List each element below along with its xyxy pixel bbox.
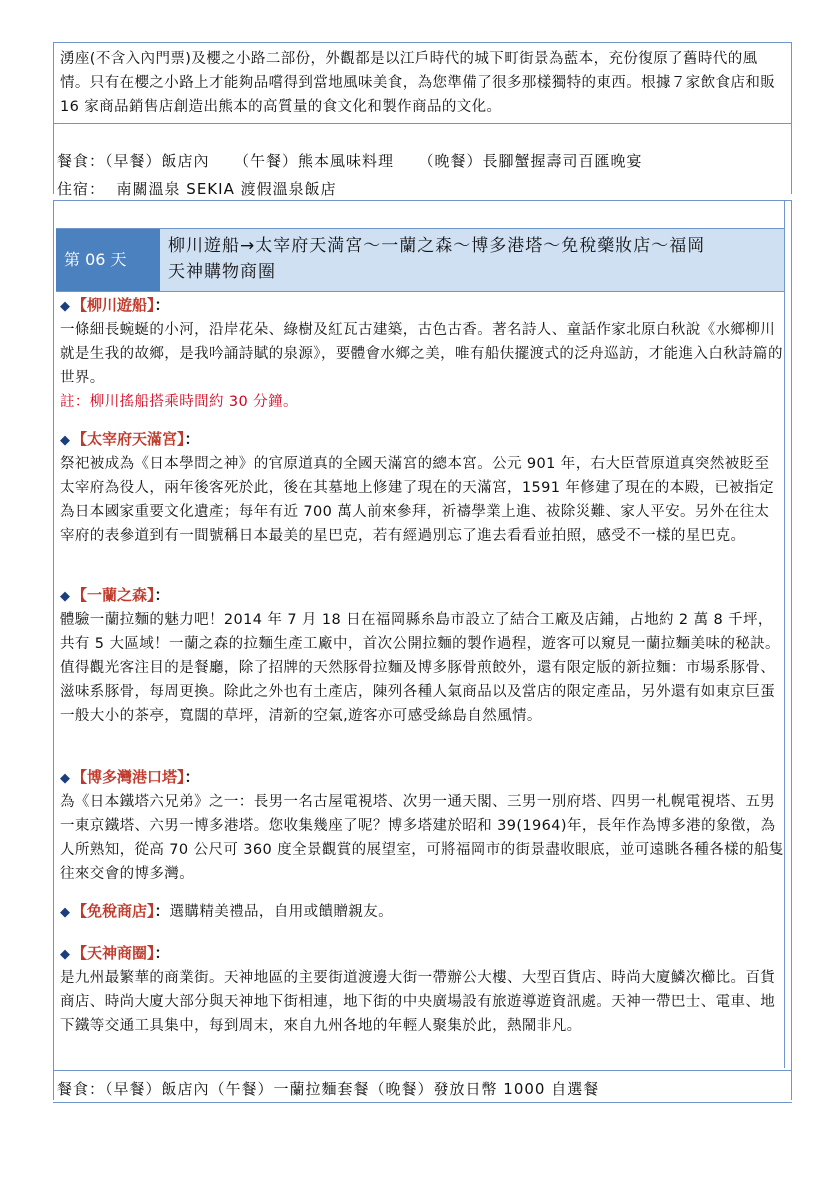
diamond-icon: ◆ <box>60 299 70 314</box>
section-heading: ◆ 【天神商圈】： <box>60 944 170 962</box>
day-title <box>168 233 705 285</box>
section-dazaifu <box>60 428 784 548</box>
section-title: 【太宰府天滿宮】 <box>72 430 185 448</box>
section-title: 【柳川遊船】 <box>72 296 155 314</box>
section-ichiran <box>60 584 784 728</box>
section-heading: ◆ 【柳川遊船】： <box>60 296 170 314</box>
diamond-icon: ◆ <box>60 905 70 920</box>
day5-meals: 餐食：（早餐）飯店內 （午餐）熊本風味料理 （晚餐）長腳蟹握壽司百匯晚宴 <box>57 152 643 170</box>
section-text: 為《日本鐵塔六兄弟》之一：長男一名古屋電視塔、次男一通天閣、三男一別府塔、四男一札幌電視塔、五男一東京鐵塔、六男一博多港塔。您收集幾座了呢？博多塔建於昭和 39(1964)年，長年作為博多港的象徵，為人所熟知，從高 70 公尺可 360 度全景觀賞的展望室，可將福岡市的街景盡收眼底，並可遠眺各種各樣的船隻往來交會的博多灣。 <box>60 794 784 882</box>
day-title-line1: 柳川遊船→太宰府天満宮～一蘭之森～博多港塔～免稅藥妝店～福岡 <box>168 236 706 256</box>
divider <box>53 200 54 1100</box>
day-label: 第 06 天 <box>56 229 160 291</box>
day6-meals: 餐食：（早餐）飯店內（午餐）一蘭拉麵套餐（晚餐）發放日幣 1000 自選餐 <box>57 1080 600 1098</box>
section-text: 一條細長蜿蜒的小河，沿岸花朵、綠樹及紅瓦古建築，古色古香。著名詩人、童話作家北原白秋說《水鄉柳川就是生我的故鄉，是我吟誦詩賦的泉源》，要體會水鄉之美，唯有船伕擺渡式的泛舟巡訪，才能進入白秋詩篇的世界。 <box>60 322 783 386</box>
section-text: 選購精美禮品，自用或饋贈親友。 <box>169 904 394 920</box>
section-tenjin <box>60 942 784 1038</box>
section-text: 是九州最繁華的商業街。天神地區的主要街道渡邊大街一帶辦公大樓、大型百貨店、時尚大廈鱗次櫛比。百貨商店、時尚大廈大部分與天神地下街相連，地下街的中央廣場設有旅遊導遊資訊處。天神一帶巴士、電車、地下鐵等交通工具集中，每到周末，來自九州各地的年輕人聚集於此，熱鬧非凡。 <box>60 970 776 1034</box>
section-heading: ◆ 【博多灣港口塔】： <box>60 768 200 786</box>
section-heading: ◆ 【一蘭之森】： <box>60 586 170 604</box>
day5-hotel: 住宿： 南關溫泉 SEKIA 渡假溫泉飯店 <box>57 180 337 198</box>
intro-box <box>53 42 792 124</box>
day-title-line2: 天神購物商圈 <box>168 262 276 282</box>
section-title: 【天神商圈】 <box>72 944 155 962</box>
section-text: 體驗一蘭拉麵的魅力吧！2014 年 7 月 18 日在福岡縣糸島市設立了結合工廠及店鋪，占地約 2 萬 8 千坪，共有 5 大區域！一蘭之森的拉麵生產工廠中，首次公開拉麵的製作過程，遊客可以窺見一蘭拉麵美味的秘訣。值得觀光客注目的是餐廳，除了招牌的天然豚骨拉麵及博多豚骨煎餃外，還有限定版的新拉麵：市場系豚骨、滋味系豚骨，每周更換。除此之外也有土產店，陳列各種人氣商品以及當店的限定產品，另外還有如東京巨蛋一般大小的茶亭，寬闊的草坪，清新的空氣,遊客亦可感受絲島自然風情。 <box>60 612 780 724</box>
section-note: 註：柳川搖船搭乘時間約 30 分鐘。 <box>60 394 298 410</box>
section-heading: ◆ 【太宰府天滿宮】： <box>60 430 200 448</box>
diamond-icon: ◆ <box>60 589 70 604</box>
section-hakata-tower <box>60 766 784 886</box>
diamond-icon: ◆ <box>60 433 70 448</box>
day-header <box>56 228 784 292</box>
section-title: 【一蘭之森】 <box>72 586 155 604</box>
section-heading: ◆ 【免稅商店】：選購精美禮品，自用或饋贈親友。 <box>60 902 394 920</box>
divider <box>53 124 54 194</box>
divider <box>784 200 785 1068</box>
diamond-icon: ◆ <box>60 771 70 786</box>
divider <box>791 124 792 194</box>
diamond-icon: ◆ <box>60 947 70 962</box>
intro-paragraph: 湧座(不含入內門票)及櫻之小路二部份，外觀都是以江戶時代的城下町街景為藍本，充份復原了舊時代的風情。只有在櫻之小路上才能夠品嚐得到當地風味美食，為您準備了很多那樣獨特的東西。根據７家飲食店和販 16 家商品銷售店創造出熊本的高質量的食文化和製作商品的文化。 <box>60 51 776 115</box>
divider <box>53 200 792 201</box>
section-title: 【博多灣港口塔】 <box>72 768 185 786</box>
divider <box>53 1102 792 1103</box>
section-text: 祭祀被成為《日本學問之神》的官原道真的全國天滿宮的總本宮。公元 901 年，右大臣菅原道真突然被貶至太宰府為役人，兩年後客死於此，後在其墓地上修建了現在的天滿宮，1591 年修建了現在的本殿，已被指定為日本國家重要文化遺產；每年有近 700 萬人前來參拜，祈禱學業上進、祓除災難、家人平安。另外在往太宰府的表參道到有一間號稱日本最美的星巴克，若有經過別忘了進去看看並拍照，感受不一樣的星巴克。 <box>60 456 775 544</box>
section-yanagawa <box>60 294 784 414</box>
divider <box>791 200 792 1100</box>
section-title: 【免稅商店】 <box>72 902 155 920</box>
section-duty-free <box>60 900 784 924</box>
divider <box>53 1070 792 1071</box>
